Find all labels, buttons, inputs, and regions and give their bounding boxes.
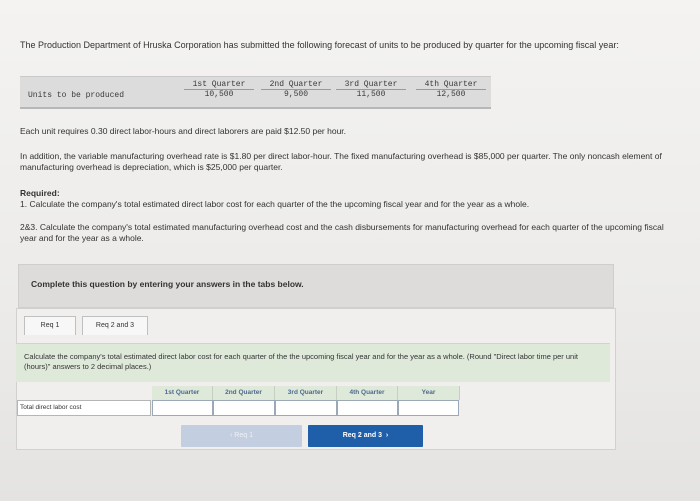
answer-input-year[interactable] (398, 400, 459, 416)
forecast-q3-header: 3rd Quarter (336, 80, 406, 90)
required-item-2-3: 2&3. Calculate the company's total estimated manufacturing overhead cost and the cash disbursements for manufacturing overhead for each quarter of the upcoming fiscal year and for the year as a whole. (20, 222, 664, 243)
instruction-text: Calculate the company's total estimated direct labor cost for each quarter of the the upcoming fiscal year and for the year as a whole. (Round "Direct labor time per unit (hours)" answers to 2 decimal places.) (24, 352, 578, 371)
answer-table (17, 386, 459, 420)
complete-banner-text: Complete this question by entering your answers in the tabs below. (31, 279, 304, 289)
forecast-q2 (261, 80, 331, 99)
answer-header-q2: 2nd Quarter (213, 386, 275, 400)
answer-header-year: Year (398, 386, 460, 400)
tab-req-1[interactable]: Req 1 (24, 316, 76, 335)
forecast-q2-value: 9,500 (283, 90, 308, 99)
forecast-q2-header: 2nd Quarter (261, 80, 331, 90)
forecast-q1 (184, 80, 254, 99)
required-heading: Required: (20, 188, 60, 198)
answer-header-q3: 3rd Quarter (275, 386, 337, 400)
answer-input-q4[interactable] (337, 400, 398, 416)
forecast-q4 (416, 80, 486, 99)
answer-input-q2[interactable] (213, 400, 275, 416)
answer-header-q4: 4th Quarter (337, 386, 398, 400)
complete-banner (18, 264, 614, 308)
forecast-q1-value: 10,500 (204, 90, 234, 99)
forecast-q3 (336, 80, 406, 99)
prev-req-button[interactable] (181, 425, 302, 447)
forecast-row-label: Units to be produced (28, 91, 125, 100)
forecast-q3-value: 11,500 (356, 90, 386, 99)
answer-row-label: Total direct labor cost (17, 400, 151, 416)
prev-req-label: Req 1 (234, 432, 253, 439)
forecast-table (20, 76, 491, 109)
required-item-1: 1. Calculate the company's total estimated direct labor cost for each quarter of the the upcoming fiscal year and for the year as a whole. (20, 199, 530, 209)
forecast-q4-value: 12,500 (436, 90, 466, 99)
chevron-left-icon: ‹ (230, 432, 233, 439)
chevron-right-icon: › (383, 432, 389, 439)
next-req-button[interactable] (308, 425, 423, 447)
forecast-q1-header: 1st Quarter (184, 80, 254, 90)
answer-input-q3[interactable] (275, 400, 337, 416)
labor-paragraph: Each unit requires 0.30 direct labor-hours and direct laborers are paid $12.50 per hour. (20, 126, 347, 136)
forecast-q4-header: 4th Quarter (416, 80, 486, 90)
answer-header-q1: 1st Quarter (152, 386, 213, 400)
tab-req-2-and-3[interactable]: Req 2 and 3 (82, 316, 148, 335)
overhead-paragraph: In addition, the variable manufacturing overhead rate is $1.80 per direct labor-hour. The fixed manufacturing overhead is $85,000 per quarter. The only noncash element of manufacturing overhead is depreciation, which is $25,000 per quarter. (20, 151, 662, 172)
instruction-box (16, 343, 610, 382)
next-req-label: Req 2 and 3 (342, 432, 383, 439)
intro-text: The Production Department of Hruska Corporation has submitted the following forecast of units to be produced by quarter for the upcoming fiscal year: (20, 40, 619, 50)
answer-input-q1[interactable] (152, 400, 213, 416)
